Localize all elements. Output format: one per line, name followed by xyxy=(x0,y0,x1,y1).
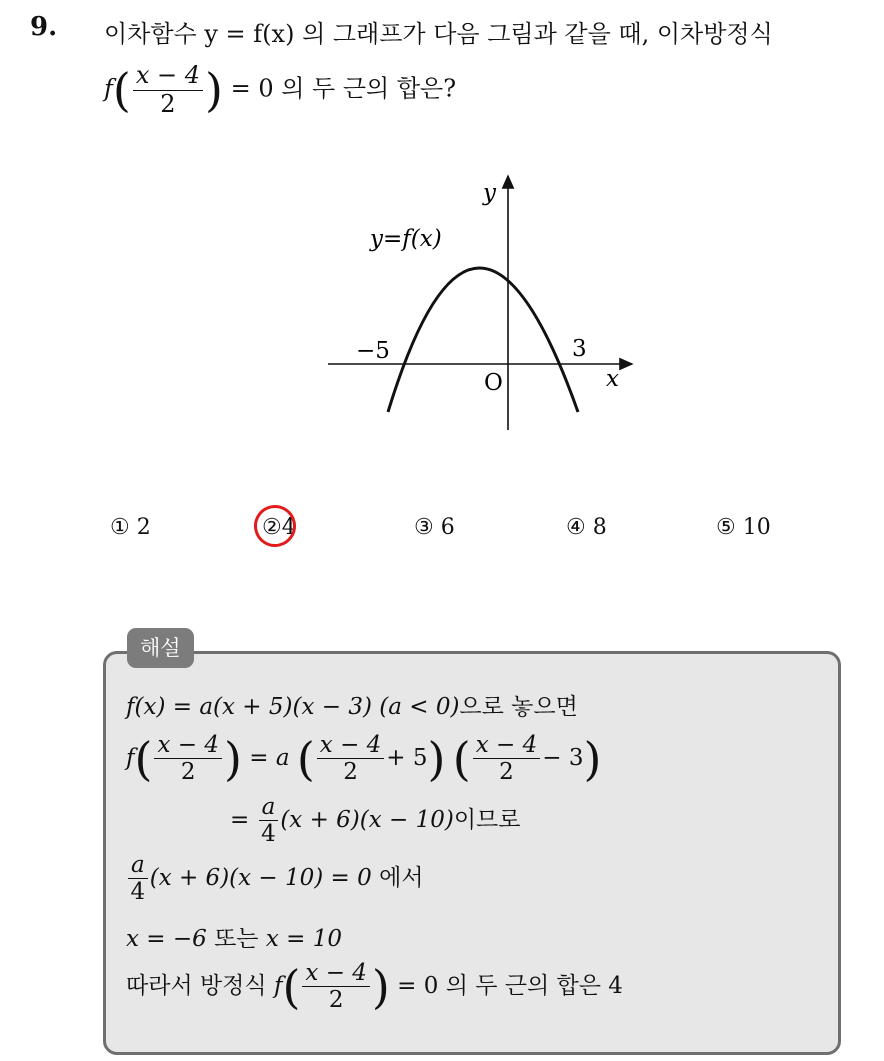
question-number: 9. xyxy=(30,12,58,42)
parabola-graph xyxy=(320,168,650,442)
root-left-label: −5 xyxy=(356,338,390,364)
y-axis-label: y xyxy=(483,180,496,206)
graph-svg xyxy=(320,168,650,438)
solution-line-5: x = −6 또는 x = 10 xyxy=(126,926,342,952)
curve-label: y=f(x) xyxy=(370,226,442,252)
root-right-label: 3 xyxy=(572,336,587,362)
choice-5[interactable]: ⑤ 10 xyxy=(716,515,771,540)
choice-2[interactable]: ②4 xyxy=(262,515,296,540)
solution-tag: 해설 xyxy=(127,628,194,668)
parabola-curve xyxy=(388,268,578,412)
question-stem-line2: f( $\frac{x - 4}{2}$ ) = 0 의 두 근의 합은? xyxy=(104,61,457,118)
choice-1[interactable]: ① 2 xyxy=(110,515,151,540)
origin-label: O xyxy=(484,370,503,396)
x-axis-label: x xyxy=(606,366,619,392)
selected-answer-circle xyxy=(250,501,300,551)
choice-4[interactable]: ④ 8 xyxy=(566,515,607,540)
question-stem-line1: 이차함수 y = f(x) 의 그래프가 다음 그림과 같을 때, 이차방정식 xyxy=(104,20,773,48)
answer-choices xyxy=(110,515,810,549)
solution-line-2: f( $\frac{x - 4}{2}$ ) = a ( $\frac{x - 4}{2}$ + 5) ( $\frac{x - 4}{2}$ − 3) xyxy=(126,731,602,786)
choice-3[interactable]: ③ 6 xyxy=(414,515,455,540)
solution-line-6: 따라서 방정식 f( $\frac{x - 4}{2}$ ) = 0 의 두 근의 합은 4 xyxy=(126,959,623,1014)
fraction: $\frac{x - 4}{2}$ xyxy=(133,62,203,118)
solution-line-4: $\frac{a}{4}$ (x + 6)(x − 10) = 0 에서 xyxy=(126,852,424,906)
solution-box xyxy=(103,651,841,1055)
solution-line-1: f(x) = a(x + 5)(x − 3) (a < 0)으로 놓으면 xyxy=(126,694,578,720)
solution-line-3: = $\frac{a}{4}$ (x + 6)(x − 10)이므로 xyxy=(230,794,521,848)
